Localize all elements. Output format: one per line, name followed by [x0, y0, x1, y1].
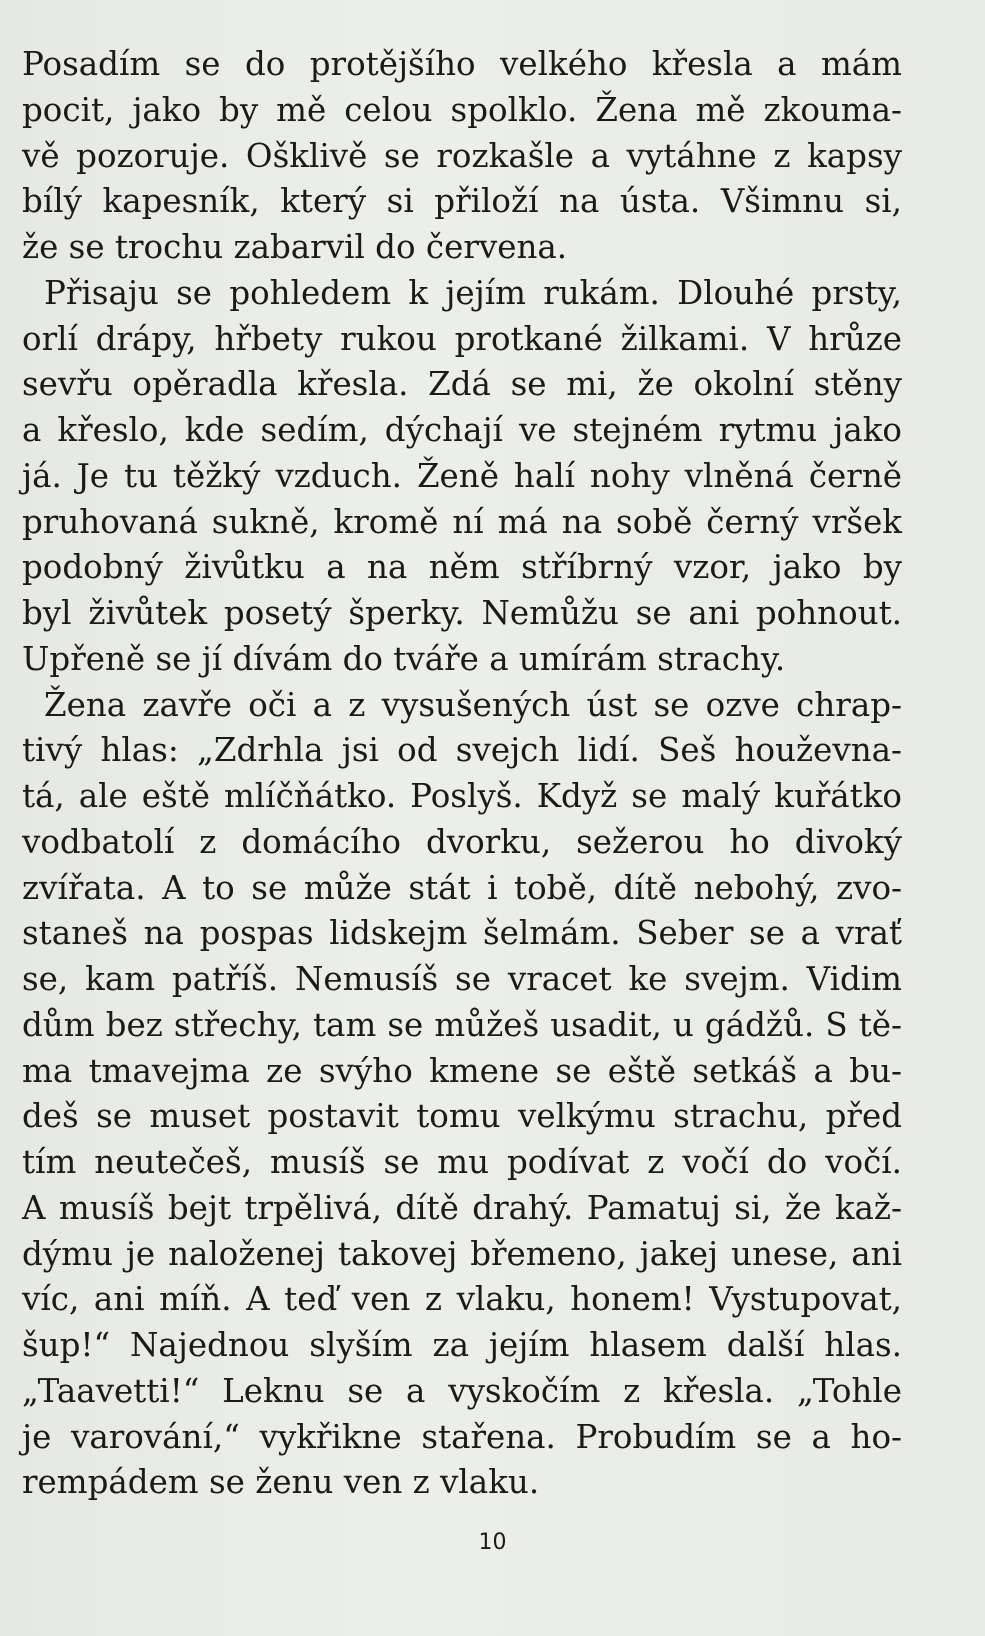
text-line: staneš na pospas lidskejm šelmám. Seber se a vrať	[22, 914, 902, 953]
text-line: vě pozoruje. Ošklivě se rozkašle a vytáhne z kapsy	[22, 136, 902, 175]
text-line: tá, ale eště mlíčňátko. Poslyš. Když se malý kuřátko	[22, 777, 902, 815]
text-line: tivý hlas: „Zdrhla jsi od svejch lidí. Seš houževna-	[22, 731, 902, 770]
text-line: „Taavetti!“ Leknu se a vyskočím z křesla. „Tohle	[22, 1371, 902, 1410]
text-line: víc, ani míň. A teď ven z vlaku, honem! Vystupovat,	[22, 1280, 902, 1319]
body-text	[22, 42, 902, 1506]
text-line: orlí drápy, hřbety rukou protkané žilkami. V hrůze	[22, 319, 902, 358]
text-line: deš se muset postavit tomu velkýmu strachu, před	[22, 1097, 902, 1136]
text-line: já. Je tu těžký vzduch. Ženě halí nohy vlněná černě	[22, 456, 902, 495]
text-line: Přisaju se pohledem k jejím rukám. Dlouhé prsty,	[44, 273, 902, 312]
page-number: 10	[478, 1530, 507, 1555]
text-line: rempádem se ženu ven z vlaku.	[22, 1463, 540, 1502]
text-line: Posadím se do protějšího velkého křesla a mám	[22, 45, 902, 83]
text-line: podobný živůtku a na něm stříbrný vzor, jako by	[22, 548, 902, 587]
text-line: zvířata. A to se může stát i tobě, dítě nebohý, zvo-	[22, 868, 902, 907]
text-line: pruhovaná sukně, kromě ní má na sobě černý vršek	[22, 502, 902, 541]
text-line: A musíš bejt trpělivá, dítě drahý. Pamatuj si, že kaž-	[22, 1188, 902, 1227]
text-line: vodbatolí z domácího dvorku, sežerou ho divoký	[22, 822, 902, 861]
text-line: tím neutečeš, musíš se mu podívat z vočí do vočí.	[22, 1143, 902, 1181]
text-line: Upřeně se jí dívám do tváře a umírám strachy.	[22, 639, 786, 678]
text-line: ma tmavejma ze svýho kmene se eště setkáš a bu-	[22, 1051, 902, 1090]
text-line: je varování,“ vykřikne stařena. Probudím se a ho-	[22, 1417, 902, 1456]
text-line: pocit, jako by mě celou spolklo. Žena mě zkouma-	[22, 90, 902, 129]
text-line: dýmu je naloženej takovej břemeno, jakej unese, ani	[22, 1234, 902, 1273]
text-line: šup!“ Najednou slyším za jejím hlasem další hlas.	[22, 1326, 902, 1364]
text-line: Žena zavře oči a z vysušených úst se ozve chrap-	[44, 685, 902, 724]
text-line: že se trochu zabarvil do červena.	[22, 228, 568, 266]
text-line: sevřu opěradla křesla. Zdá se mi, že okolní stěny	[22, 365, 902, 404]
text-line: bílý kapesník, který si přiloží na ústa. Všimnu si,	[22, 182, 902, 221]
text-line: se, kam patříš. Nemusíš se vracet ke svejm. Vidim	[22, 960, 902, 998]
text-line: a křeslo, kde sedím, dýchají ve stejném rytmu jako	[22, 411, 902, 449]
text-line: dům bez střechy, tam se můžeš usadit, u gádžů. S tě-	[22, 1005, 902, 1044]
text-line: byl živůtek posetý šperky. Nemůžu se ani pohnout.	[22, 594, 902, 632]
